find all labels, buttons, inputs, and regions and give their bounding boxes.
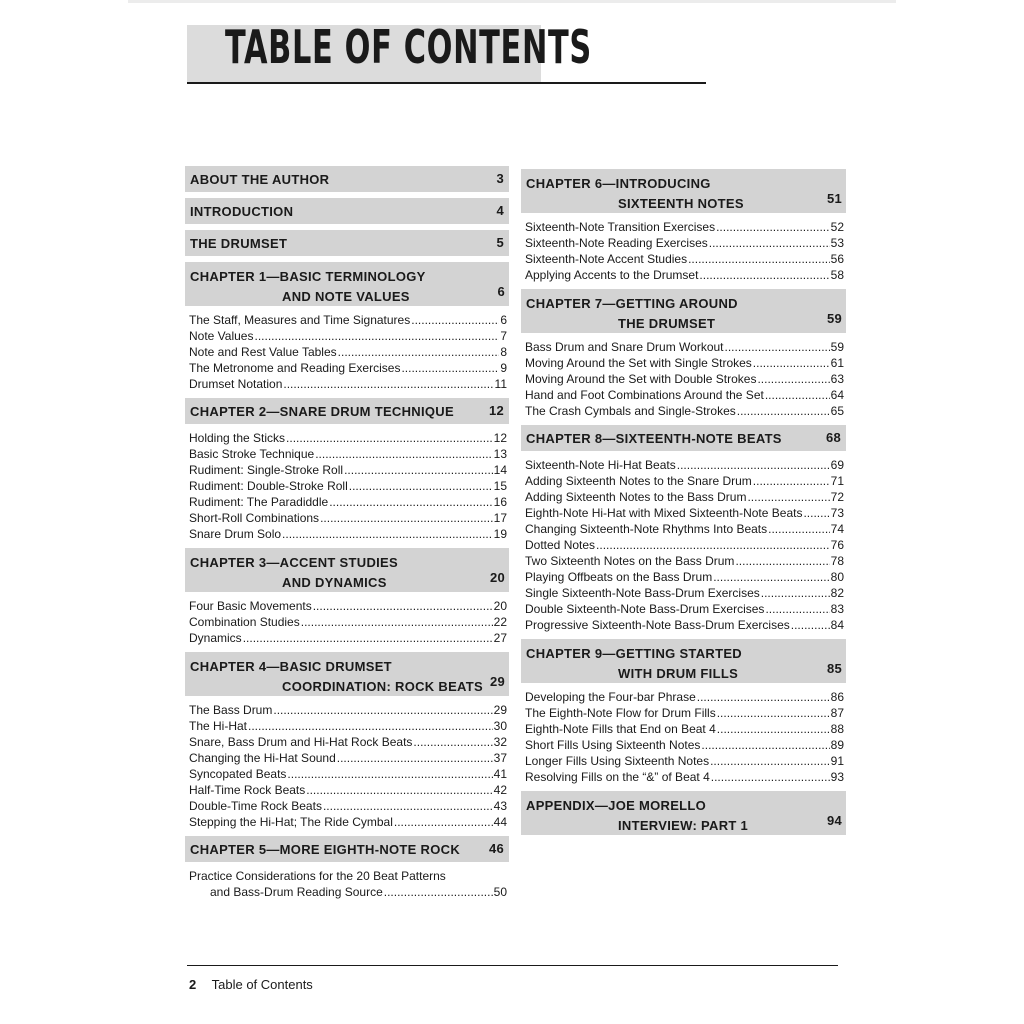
toc-entry[interactable] [525, 251, 844, 267]
dot-leader [716, 219, 830, 235]
dot-leader [306, 782, 492, 798]
toc-entry-title: Changing Sixteenth-Note Rhythms Into Beats [525, 522, 768, 536]
toc-entry-page: 13 [493, 447, 507, 461]
dot-leader [709, 235, 830, 251]
dot-leader [757, 371, 829, 387]
toc-column-right [521, 169, 846, 841]
section-heading-line: CHAPTER 9—GETTING STARTED [526, 646, 742, 661]
toc-entry-title: Short-Roll Combinations [189, 511, 320, 525]
dot-leader [394, 814, 493, 830]
section-heading[interactable] [185, 230, 509, 256]
toc-entry-page: 11 [494, 377, 507, 391]
toc-entry[interactable] [525, 753, 844, 769]
toc-entry-title: Resolving Fills on the “&” of Beat 4 [525, 770, 710, 784]
toc-entry-title: and Bass-Drum Reading Source [210, 885, 383, 899]
section-heading-line: THE DRUMSET [618, 316, 716, 331]
toc-entry-page: 17 [493, 511, 507, 525]
section-heading-line: CHAPTER 3—ACCENT STUDIES [190, 555, 398, 570]
section-heading[interactable] [185, 836, 509, 862]
dot-leader [273, 702, 492, 718]
toc-entry[interactable] [525, 585, 844, 601]
toc-entry-title: Double-Time Rock Beats [189, 799, 322, 813]
dot-leader [301, 614, 493, 630]
dot-leader [701, 737, 829, 753]
toc-entry[interactable] [189, 510, 507, 526]
toc-entry[interactable] [525, 371, 844, 387]
toc-entry[interactable] [189, 814, 507, 830]
section-heading-line: AND DYNAMICS [282, 575, 387, 590]
dot-leader [710, 753, 830, 769]
section-heading-line: SIXTEENTH NOTES [618, 196, 744, 211]
toc-entry[interactable] [189, 494, 507, 510]
toc-entry-title: Rudiment: Single-Stroke Roll [189, 463, 344, 477]
toc-entry[interactable] [525, 267, 844, 283]
toc-entry[interactable] [525, 219, 844, 235]
toc-entry-title: Stepping the Hi-Hat; The Ride Cymbal [189, 815, 393, 829]
toc-entry-title: Sixteenth-Note Accent Studies [525, 252, 688, 266]
section-heading-title: ABOUT THE AUTHOR [190, 171, 330, 187]
toc-entry-title: Bass Drum and Snare Drum Workout [525, 340, 724, 354]
toc-entry[interactable] [525, 457, 844, 473]
dot-leader [337, 750, 493, 766]
section-entry-list [185, 592, 509, 652]
toc-entry[interactable] [525, 569, 844, 585]
toc-entry[interactable] [525, 689, 844, 705]
toc-entry-title: Syncopated Beats [189, 767, 287, 781]
toc-entry-title: Drumset Notation [189, 377, 283, 391]
toc-entry[interactable] [525, 473, 844, 489]
toc-entry[interactable] [189, 718, 507, 734]
section-entry-list [185, 306, 509, 398]
dot-leader [711, 769, 830, 785]
section-heading-line: COORDINATION: ROCK BEATS [282, 679, 483, 694]
toc-entry-page: 30 [493, 719, 507, 733]
toc-entry-page: 73 [830, 506, 844, 520]
section-page-number: 59 [826, 311, 842, 326]
toc-entry-title: Combination Studies [189, 615, 300, 629]
toc-entry[interactable] [525, 705, 844, 721]
toc-entry-page: 16 [493, 495, 507, 509]
section-page-number: 94 [826, 813, 842, 828]
toc-entry[interactable] [189, 446, 507, 462]
toc-entry-page: 63 [830, 372, 844, 386]
toc-entry[interactable] [525, 489, 844, 505]
toc-entry[interactable] [189, 478, 507, 494]
toc-entry[interactable] [525, 553, 844, 569]
dot-leader [735, 553, 829, 569]
dot-leader [747, 489, 829, 505]
dot-leader [761, 585, 830, 601]
toc-entry[interactable] [189, 766, 507, 782]
dot-leader [254, 328, 499, 344]
dot-leader [323, 798, 493, 814]
toc-entry[interactable] [189, 614, 507, 630]
toc-entry[interactable] [189, 328, 507, 344]
toc-entry-page: 87 [830, 706, 844, 720]
page-title: TABLE OF CONTENTS [225, 20, 592, 74]
dot-leader [315, 446, 492, 462]
toc-entry-page: 8 [500, 345, 507, 359]
dot-leader [413, 734, 492, 750]
toc-entry[interactable] [189, 884, 507, 900]
dot-leader [401, 360, 499, 376]
section-heading-line: INTERVIEW: PART 1 [618, 818, 749, 833]
dot-leader [286, 430, 493, 446]
toc-entry-title: Rudiment: The Paradiddle [189, 495, 329, 509]
toc-entry-title: Developing the Four-bar Phrase [525, 690, 696, 704]
dot-leader [717, 721, 830, 737]
toc-entry-title: Rudiment: Double-Stroke Roll [189, 479, 348, 493]
toc-entry-page: 83 [830, 602, 844, 616]
toc-entry-page: 12 [493, 431, 507, 445]
toc-entry-title: Hand and Foot Combinations Around the Set [525, 388, 764, 402]
toc-entry-page: 6 [500, 313, 507, 327]
toc-entry[interactable] [525, 617, 844, 633]
section-page-number: 20 [489, 570, 505, 585]
toc-entry-page: 19 [493, 527, 507, 541]
toc-entry-title: Double Sixteenth-Note Bass-Drum Exercises [525, 602, 765, 616]
section-heading[interactable] [185, 262, 509, 306]
toc-entry-page: 65 [830, 404, 844, 418]
section-heading-line: CHAPTER 7—GETTING AROUND [526, 296, 738, 311]
dot-leader [329, 494, 492, 510]
dot-leader [338, 344, 500, 360]
dot-leader [717, 705, 830, 721]
section-entry-list [521, 683, 846, 791]
title-underline [187, 82, 706, 84]
section-heading-title: CHAPTER 5—MORE EIGHTH-NOTE ROCK [190, 841, 461, 857]
section-page-number: 6 [497, 284, 505, 299]
section-heading[interactable] [185, 166, 509, 192]
toc-entry[interactable] [525, 769, 844, 785]
toc-entry-page: 56 [830, 252, 844, 266]
section-page-number: 12 [488, 403, 504, 418]
section-heading-line: APPENDIX—JOE MORELLO [526, 798, 707, 813]
dot-leader [765, 601, 829, 617]
toc-entry-title: Sixteenth-Note Transition Exercises [525, 220, 716, 234]
toc-entry-page: 91 [830, 754, 844, 768]
section-page-number: 29 [489, 674, 505, 689]
toc-entry-title: Snare Drum Solo [189, 527, 282, 541]
dot-leader [765, 387, 830, 403]
dot-leader [384, 884, 493, 900]
section-heading-title: CHAPTER 8—SIXTEENTH-NOTE BEATS [526, 430, 782, 446]
section-page-number: 5 [496, 235, 504, 250]
section-heading[interactable] [521, 791, 846, 835]
section-page-number: 4 [496, 203, 504, 218]
toc-entry[interactable] [189, 344, 507, 360]
section-heading[interactable] [521, 639, 846, 683]
toc-entry[interactable] [189, 376, 507, 392]
toc-entry[interactable] [525, 721, 844, 737]
section-page-number: 3 [496, 171, 504, 186]
dot-leader [803, 505, 829, 521]
toc-entry-page: 76 [830, 538, 844, 552]
toc-entry-page: 84 [830, 618, 844, 632]
toc-entry-page: 93 [830, 770, 844, 784]
dot-leader [344, 462, 493, 478]
section-entry-list [521, 213, 846, 289]
toc-entry[interactable] [525, 601, 844, 617]
dot-leader [243, 630, 493, 646]
toc-entry-title: The Staff, Measures and Time Signatures [189, 313, 411, 327]
toc-entry-page: 72 [830, 490, 844, 504]
section-entry-list [185, 696, 509, 836]
toc-entry[interactable] [189, 360, 507, 376]
dot-leader [411, 312, 499, 328]
dot-leader [737, 403, 830, 419]
toc-entry-page: 86 [830, 690, 844, 704]
toc-entry[interactable] [189, 750, 507, 766]
section-heading-title: CHAPTER 2—SNARE DRUM TECHNIQUE [190, 403, 454, 419]
toc-entry[interactable] [189, 430, 507, 446]
dot-leader [713, 569, 829, 585]
dot-leader [677, 457, 830, 473]
toc-entry-title: Adding Sixteenth Notes to the Bass Drum [525, 490, 747, 504]
toc-entry-page: 82 [830, 586, 844, 600]
toc-entry-page: 41 [493, 767, 507, 781]
toc-entry-page: 9 [500, 361, 507, 375]
dot-leader [283, 376, 493, 392]
toc-entry[interactable] [525, 387, 844, 403]
toc-entry-title: Snare, Bass Drum and Hi-Hat Rock Beats [189, 735, 413, 749]
toc-entry[interactable] [189, 782, 507, 798]
toc-entry[interactable] [525, 355, 844, 371]
section-heading[interactable] [521, 169, 846, 213]
toc-entry[interactable] [525, 521, 844, 537]
section-heading-line: CHAPTER 6—INTRODUCING [526, 176, 711, 191]
toc-entry[interactable] [525, 505, 844, 521]
dot-leader [697, 689, 830, 705]
toc-entry-page: 32 [493, 735, 507, 749]
dot-leader [282, 526, 493, 542]
page-footer [189, 977, 313, 992]
toc-entry-page: 89 [830, 738, 844, 752]
toc-entry-page: 78 [830, 554, 844, 568]
toc-entry-title: Playing Offbeats on the Bass Drum [525, 570, 713, 584]
toc-entry-title: The Bass Drum [189, 703, 273, 717]
toc-entry-title: Sixteenth-Note Hi-Hat Beats [525, 458, 676, 472]
dot-leader [699, 267, 829, 283]
dot-leader [313, 598, 493, 614]
toc-entry-page: 20 [493, 599, 507, 613]
toc-entry-title: The Eighth-Note Flow for Drum Fills [525, 706, 716, 720]
toc-entry-title: Short Fills Using Sixteenth Notes [525, 738, 701, 752]
footer-rule [187, 965, 838, 966]
toc-entry[interactable] [189, 868, 507, 884]
toc-entry-page: 29 [493, 703, 507, 717]
section-heading-title: INTRODUCTION [190, 203, 294, 219]
toc-entry-title: Sixteenth-Note Reading Exercises [525, 236, 708, 250]
section-heading[interactable] [521, 425, 846, 451]
dot-leader [349, 478, 493, 494]
toc-entry-title: Longer Fills Using Sixteenth Notes [525, 754, 710, 768]
section-page-number: 85 [826, 661, 842, 676]
dot-leader [287, 766, 492, 782]
toc-entry-page: 80 [830, 570, 844, 584]
toc-entry-title: The Metronome and Reading Exercises [189, 361, 401, 375]
section-entry-list [185, 862, 509, 906]
toc-entry[interactable] [189, 798, 507, 814]
toc-entry[interactable] [189, 462, 507, 478]
toc-entry-page: 50 [493, 885, 507, 899]
section-heading-line: CHAPTER 4—BASIC DRUMSET [190, 659, 392, 674]
section-heading-line: WITH DRUM FILLS [618, 666, 739, 681]
toc-entry-page: 64 [830, 388, 844, 402]
toc-entry-title: The Crash Cymbals and Single-Strokes [525, 404, 736, 418]
toc-entry-title: Eighth-Note Hi-Hat with Mixed Sixteenth-Note Beats [525, 506, 803, 520]
toc-entry-title: Basic Stroke Technique [189, 447, 315, 461]
section-entry-list [521, 333, 846, 425]
toc-entry-title: Dotted Notes [525, 538, 596, 552]
toc-entry[interactable] [189, 630, 507, 646]
toc-entry-page: 42 [493, 783, 507, 797]
toc-entry[interactable] [189, 598, 507, 614]
dot-leader [248, 718, 493, 734]
section-heading-line: CHAPTER 1—BASIC TERMINOLOGY [190, 269, 426, 284]
toc-entry-title: Holding the Sticks [189, 431, 286, 445]
section-page-number: 68 [825, 430, 841, 445]
toc-entry[interactable] [525, 737, 844, 753]
section-page-number: 51 [826, 191, 842, 206]
section-entry-list [521, 451, 846, 639]
section-heading[interactable] [521, 289, 846, 333]
toc-entry-page: 59 [830, 340, 844, 354]
toc-entry-page: 52 [830, 220, 844, 234]
dot-leader [753, 473, 830, 489]
toc-entry[interactable] [525, 235, 844, 251]
toc-entry-page: 22 [493, 615, 507, 629]
toc-entry-page: 15 [493, 479, 507, 493]
toc-entry-title: The Hi-Hat [189, 719, 248, 733]
toc-entry[interactable] [189, 702, 507, 718]
toc-column-left [185, 166, 509, 906]
toc-entry-page: 53 [830, 236, 844, 250]
toc-entry-page: 14 [493, 463, 507, 477]
toc-entry-page: 58 [830, 268, 844, 282]
toc-entry-title: Note and Rest Value Tables [189, 345, 337, 359]
section-page-number: 46 [488, 841, 504, 856]
dot-leader [688, 251, 830, 267]
section-heading-title: THE DRUMSET [190, 235, 288, 251]
toc-entry-page: 69 [830, 458, 844, 472]
toc-entry-title: Eighth-Note Fills that End on Beat 4 [525, 722, 716, 736]
toc-entry-title: Moving Around the Set with Single Strokes [525, 356, 752, 370]
dot-leader [753, 355, 830, 371]
toc-entry-title: Changing the Hi-Hat Sound [189, 751, 336, 765]
toc-entry[interactable] [189, 312, 507, 328]
toc-entry-title: Practice Considerations for the 20 Beat Patterns [189, 869, 446, 883]
toc-entry-page: 71 [830, 474, 844, 488]
toc-entry-page: 43 [493, 799, 507, 813]
toc-entry[interactable] [189, 734, 507, 750]
toc-entry-title: Dynamics [189, 631, 242, 645]
toc-entry-title: Four Basic Movements [189, 599, 312, 613]
top-edge-line [128, 0, 896, 3]
section-entry-list [185, 424, 509, 548]
section-heading[interactable] [185, 548, 509, 592]
toc-entry-title: Half-Time Rock Beats [189, 783, 306, 797]
toc-entry-title: Moving Around the Set with Double Strokes [525, 372, 757, 386]
toc-entry-title: Single Sixteenth-Note Bass-Drum Exercises [525, 586, 760, 600]
dot-leader [791, 617, 830, 633]
section-heading[interactable] [185, 398, 509, 424]
section-heading-line: AND NOTE VALUES [282, 289, 410, 304]
toc-entry-page: 61 [830, 356, 844, 370]
dot-leader [596, 537, 830, 553]
dot-leader [768, 521, 830, 537]
section-heading[interactable] [185, 198, 509, 224]
toc-entry-page: 7 [500, 329, 507, 343]
toc-entry[interactable] [525, 403, 844, 419]
dot-leader [725, 339, 830, 355]
toc-entry-page: 44 [493, 815, 507, 829]
toc-entry-title: Note Values [189, 329, 254, 343]
toc-entry-page: 74 [830, 522, 844, 536]
toc-entry-title: Progressive Sixteenth-Note Bass-Drum Exercises [525, 618, 790, 632]
footer-label: Table of Contents [211, 977, 313, 992]
footer-page-number: 2 [189, 977, 197, 992]
toc-entry-title: Two Sixteenth Notes on the Bass Drum [525, 554, 735, 568]
dot-leader [320, 510, 493, 526]
toc-entry-page: 88 [830, 722, 844, 736]
section-heading[interactable] [185, 652, 509, 696]
toc-entry-title: Adding Sixteenth Notes to the Snare Drum [525, 474, 752, 488]
toc-entry[interactable] [525, 339, 844, 355]
toc-entry-page: 27 [493, 631, 507, 645]
toc-entry-page: 37 [493, 751, 507, 765]
toc-entry[interactable] [525, 537, 844, 553]
toc-entry[interactable] [189, 526, 507, 542]
toc-entry-title: Applying Accents to the Drumset [525, 268, 699, 282]
